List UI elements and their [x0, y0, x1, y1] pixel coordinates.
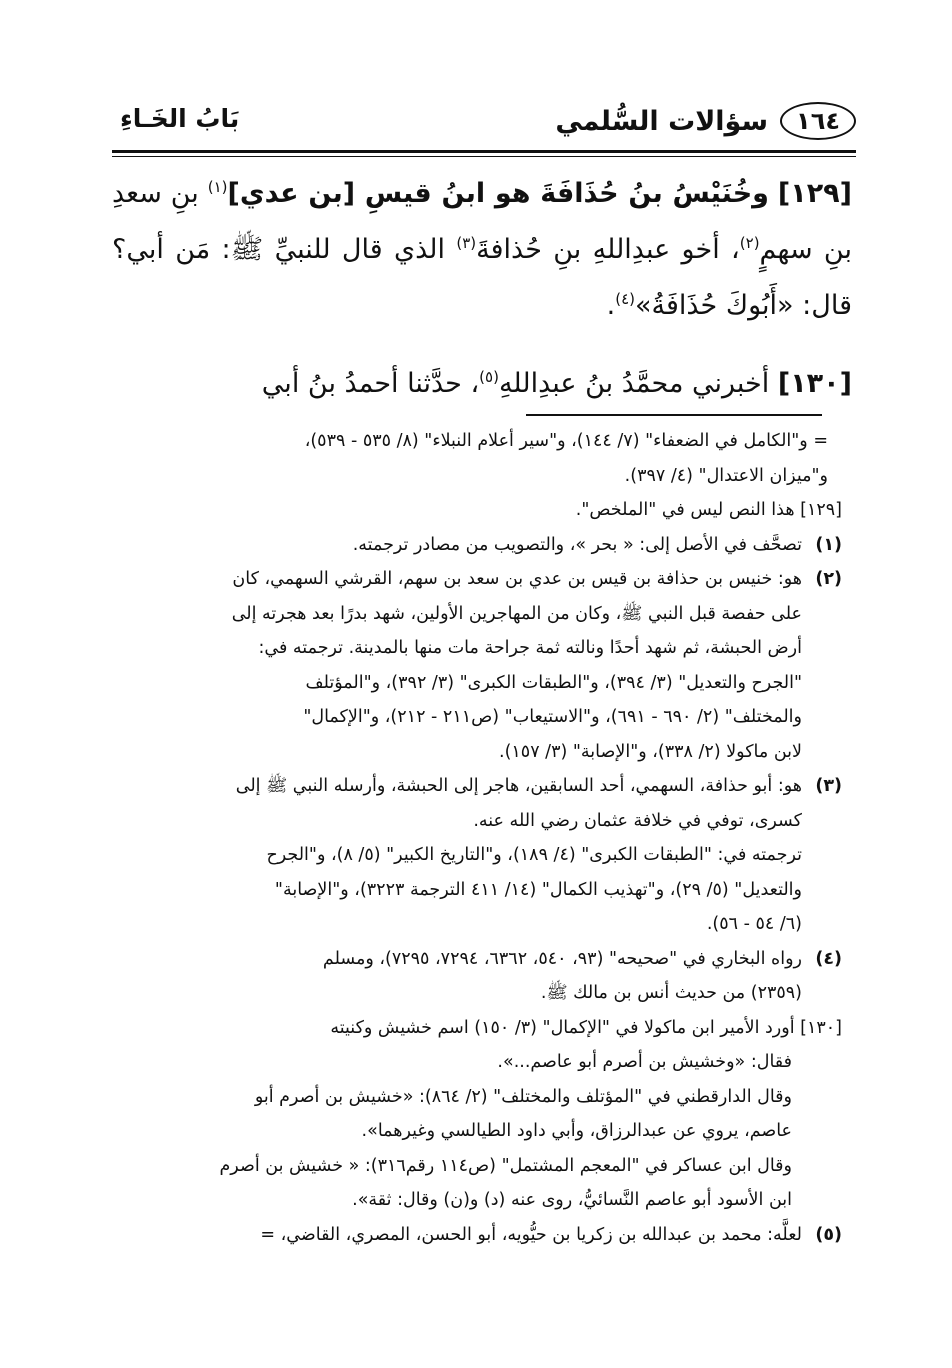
footnote-marker: (١): [815, 534, 842, 555]
footnote-line: فقال: «وخشيش بن أصرم أبو عاصم...».: [497, 1052, 792, 1072]
footnote-continuation: [108, 424, 842, 493]
entry-130-text-1: أخبرني محمَّدُ بنُ عبدِاللهِ: [498, 368, 770, 399]
footnote-line: تصحَّف في الأصل إلى: « بحر »، والتصويب من مصادر ترجمته.: [352, 534, 802, 555]
footnote-5: [108, 1218, 842, 1253]
footnote-marker: (٢): [815, 569, 842, 589]
entry-129-text-3: ، أخو عبدِاللهِ بنِ حُذافةَ: [476, 234, 740, 265]
footnote-line: [١٣٠] أورد الأمير ابن ماكولا في "الإكمال" (٣/ ١٥٠) اسم خشيش وكنيته: [330, 1017, 842, 1038]
footnote-marker: (٤): [815, 948, 842, 969]
entry-130-number: [١٣٠]: [777, 368, 852, 399]
footnote-ref-1[interactable]: (١): [207, 178, 228, 196]
footnote-3: [108, 769, 842, 942]
main-text: [112, 166, 852, 412]
entry-129: [112, 166, 852, 334]
footnote-line: "الجرح والتعديل" (٣/ ٣٩٤)، و"الطبقات الكبرى" (٣/ ٣٩٢)، و"المؤتلف: [305, 672, 802, 693]
footnote-line: والتعديل" (٥/ ٢٩)، و"تهذيب الكمال" (١٤/ ٤١١ الترجمة ٣٢٢٣)، و"الإصابة": [274, 879, 802, 900]
footnote-line: [١٢٩] هذا النص ليس في "الملخص".: [575, 500, 842, 520]
footnote-separator: [526, 414, 822, 416]
footnote-marker: (٥): [815, 1224, 842, 1245]
entry-130: [112, 356, 852, 412]
footnote-marker: (٣): [815, 776, 842, 796]
footnote-line: كسرى، توفي في خلافة عثمان رضي الله عنه.: [473, 810, 802, 831]
chapter-title: بَابُ الخَـاءِ: [120, 104, 240, 133]
page-number: ١٦٤: [780, 102, 856, 140]
header-rule-thin: [112, 156, 856, 157]
header-right: [555, 102, 856, 140]
entry-129-number: [١٢٩]: [777, 178, 853, 209]
entry-129-text-1: وخُنَيْسُ بنُ حُذَافَةَ هو ابنُ قيسِ [بن عدي]: [227, 178, 769, 209]
footnote-line: ابن الأسود أبو عاصم النَّسائيُّ، روى عنه (د) و(ن) وقال: ثقة».: [352, 1190, 792, 1210]
footnote-line: والمختلف" (٢/ ٦٩٠ - ٦٩١)، و"الاستيعاب" (ص٢١١ - ٢١٢)، و"الإكمال": [303, 707, 802, 727]
footnote-line: (٢٣٥٩) من حديث أنس بن مالك ﷺ.: [540, 983, 802, 1003]
footnote-line: = و"الكامل في الضعفاء" (٧/ ١٤٤)، و"سير أعلام النبلاء" (٨/ ٥٣٥ - ٥٣٩)،: [304, 431, 828, 451]
book-title: سؤالات السُّلمي: [555, 105, 769, 137]
footnotes: [108, 424, 842, 1252]
footnote-ref-2[interactable]: (٢): [739, 234, 760, 252]
header-rule-thick: [112, 150, 856, 153]
footnote-ref-4[interactable]: (٤): [615, 290, 635, 308]
footnote-line: رواه البخاري في "صحيحه" (٩٣، ٥٤٠، ٦٣٦٢، ٧٢٩٤، ٧٢٩٥)، ومسلم: [322, 948, 802, 969]
note-129: [108, 493, 842, 528]
footnote-line: هو: أبو حذافة، السهمي، أحد السابقين، هاجر إلى الحبشة، وأرسله النبي ﷺ إلى: [235, 776, 802, 796]
footnote-line: ترجمته في: "الطبقات الكبرى" (٤/ ١٨٩)، و"التاريخ الكبير" (٥/ ٨)، و"الجرح: [266, 845, 802, 865]
note-130: [108, 1011, 842, 1218]
footnote-2: [108, 562, 842, 769]
footnote-line: وقال ابن عساكر في "المعجم المشتمل" (ص١١٤ رقم٣١٦): « خشيش بن أصرم: [219, 1155, 792, 1176]
entry-130-text-2: ، حدَّثنا أحمدُ بنُ أبي: [261, 368, 480, 399]
footnote-line: (٦/ ٥٤ - ٥٦).: [706, 914, 802, 934]
entry-129-text-2: بنِ سعدِ بنِ سهمٍ: [112, 178, 852, 265]
footnote-line: أرض الحبشة، ثم شهد أحدًا ونالته ثمة جراحة مات منها بالمدينة. ترجمته في:: [258, 638, 802, 658]
footnote-line: عاصم، يروي عن عبدالرزاق، وأبي داود الطيالسي وغيرهما».: [361, 1121, 792, 1141]
footnote-line: وقال الدارقطني في "المؤتلف والمختلف" (٢/ ٨٦٤): «خشيش بن أصرم أبو: [254, 1086, 792, 1107]
footnote-line: لعلَّه: محمد بن عبدالله بن زكريا بن حيُّويه، أبو الحسن، المصري، القاضي، =: [260, 1224, 802, 1245]
entry-129-text-4: الذي قال للنبيِّ ﷺ: مَن أبي؟ قال: «أَبُوكَ حُذَافَةُ»: [112, 234, 852, 321]
footnote-ref-3[interactable]: (٣): [456, 234, 477, 252]
footnote-line: على حفصة قبل النبي ﷺ، وكان من المهاجرين الأولين، شهد بدرًا بعد هجرته إلى: [231, 603, 802, 624]
page-header: [120, 96, 856, 146]
footnote-line: هو: خنيس بن حذافة بن قيس بن عدي بن سعد بن سهم، القرشي السهمي، كان: [232, 569, 802, 589]
entry-129-text-5: .: [606, 290, 616, 321]
footnote-4: [108, 942, 842, 1011]
footnote-line: و"ميزان الاعتدال" (٤/ ٣٩٧).: [624, 465, 828, 486]
footnote-ref-5[interactable]: (٥): [479, 368, 499, 386]
footnote-line: لابن ماكولا (٢/ ٣٣٨)، و"الإصابة" (٣/ ١٥٧).: [499, 741, 802, 762]
footnote-1: [108, 528, 842, 563]
